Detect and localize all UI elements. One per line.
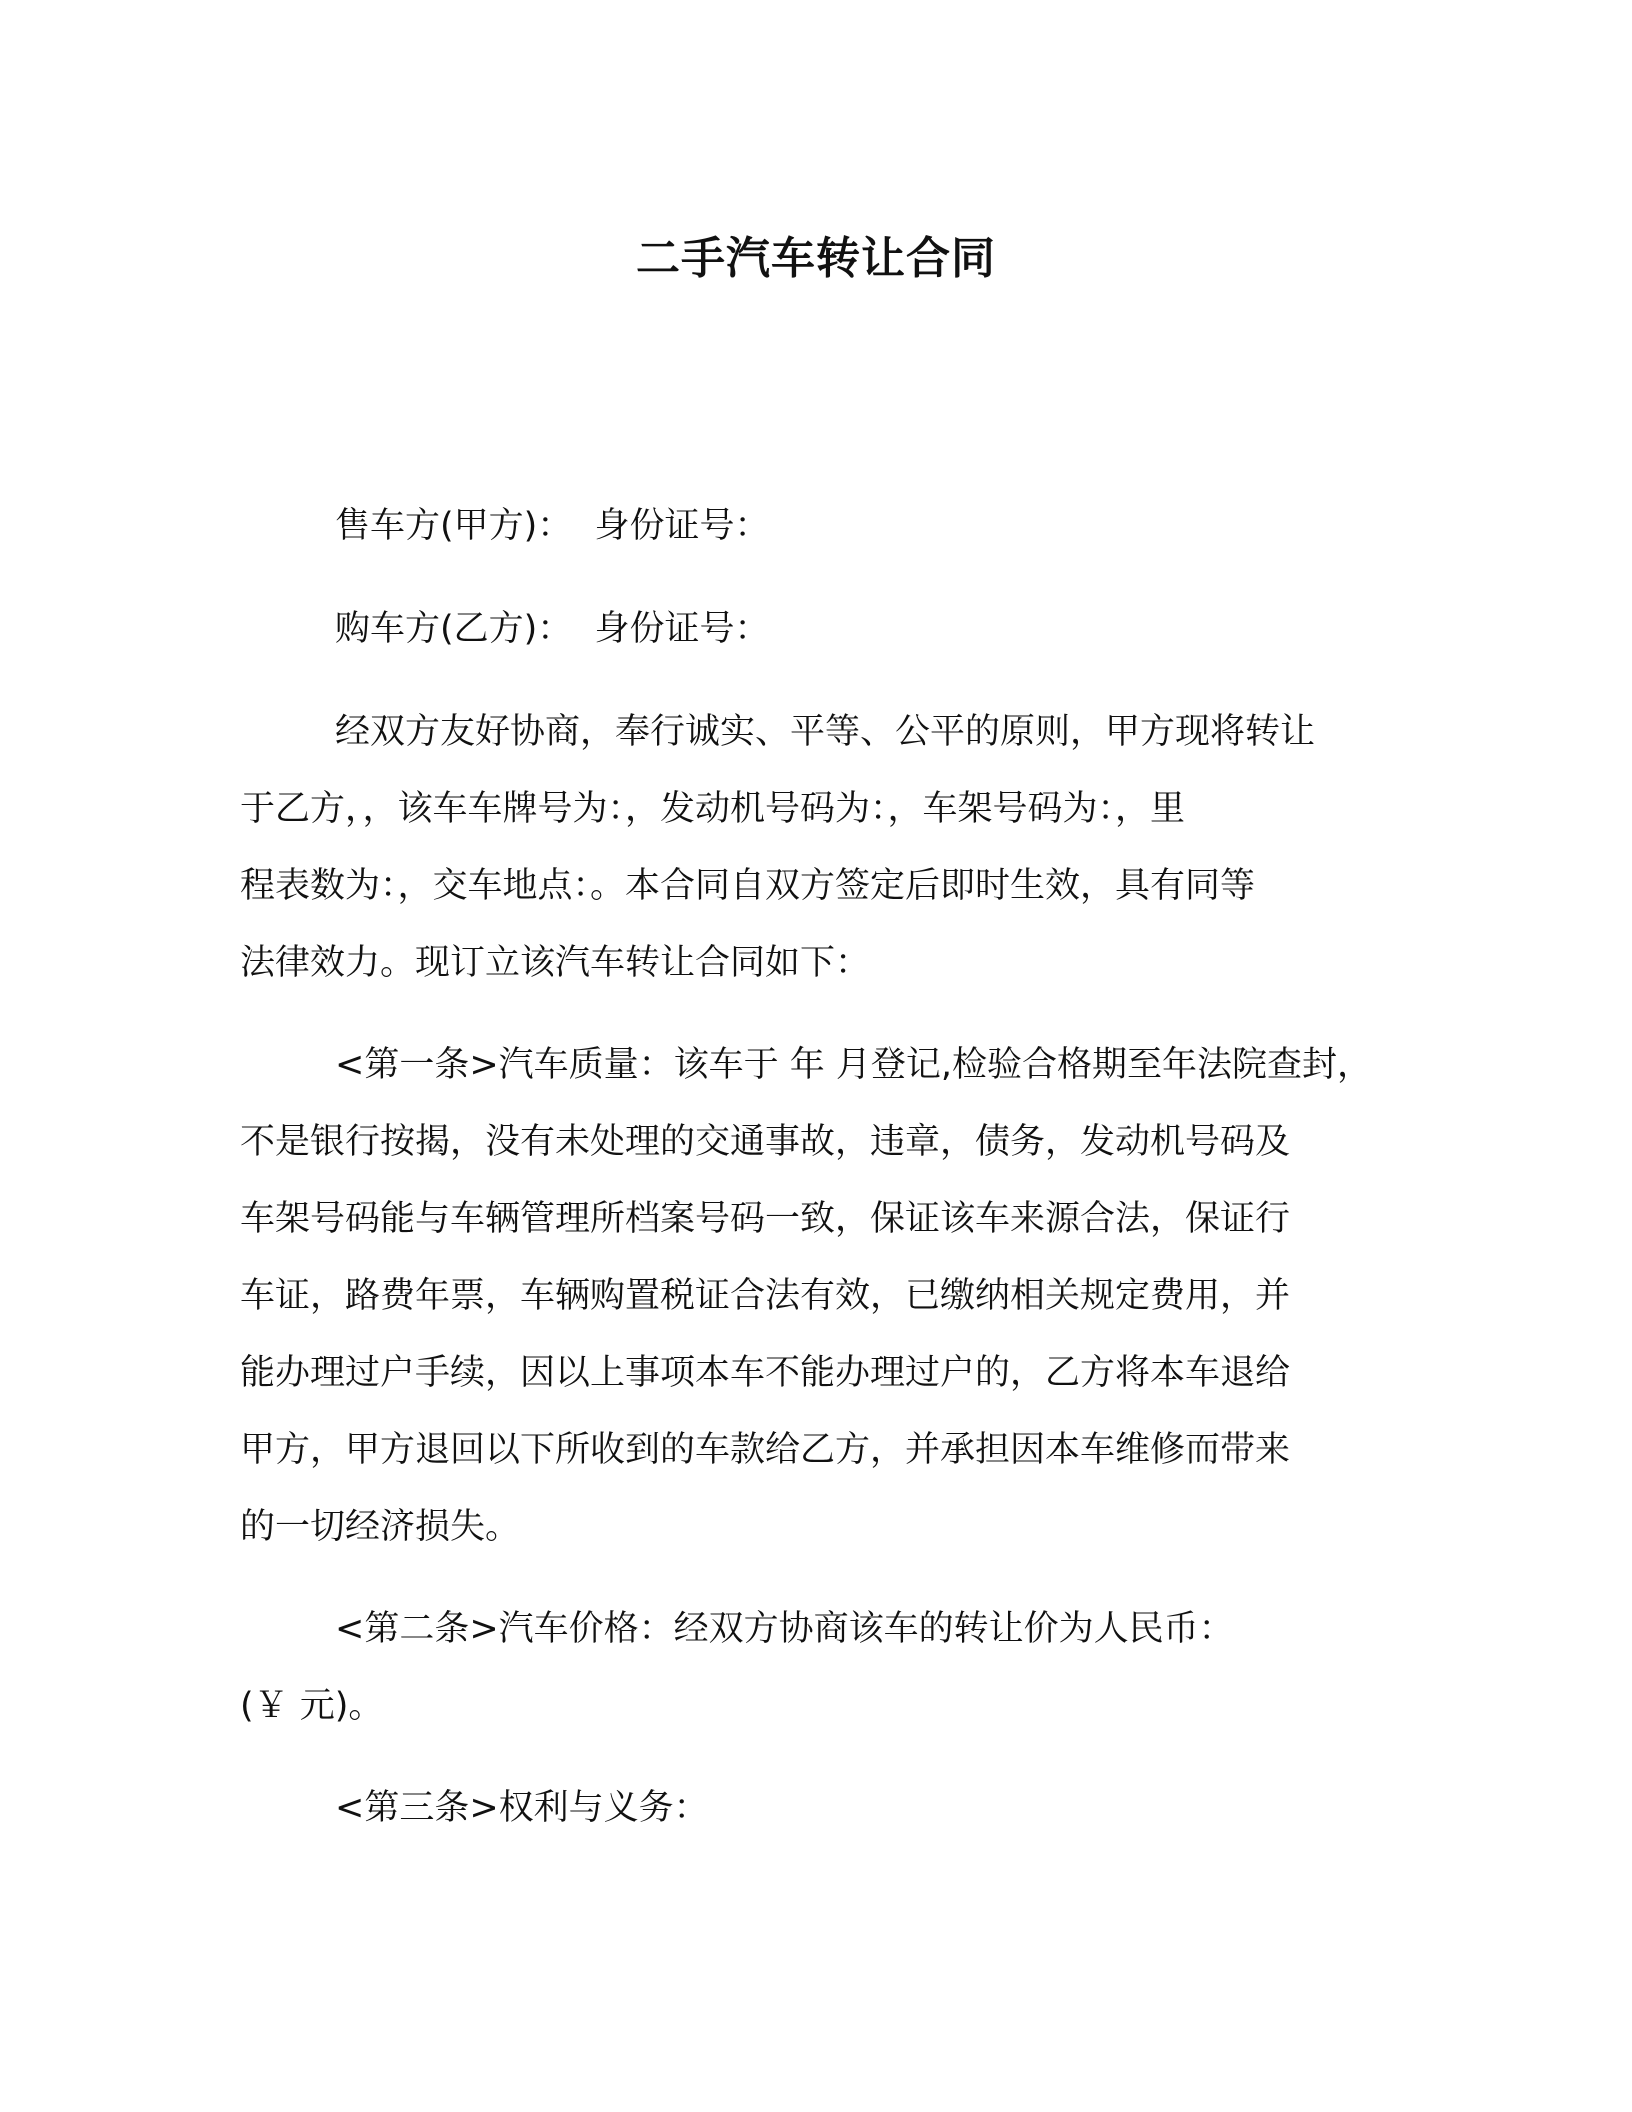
article-1-line: 不是银行按揭，没有未处理的交通事故，违章，债务，发动机号码及 [240,1122,1291,1162]
intro-line: 于乙方，，该车车牌号为：，发动机号码为：，车架号码为：，里 [240,789,1186,829]
article-2-paragraph [240,1591,1392,1745]
intro-paragraph [240,694,1392,1002]
intro-line: 经双方友好协商，奉行诚实、平等、公平的原则，甲方现将转让 [335,712,1316,752]
article-1-line: 的一切经济损失。 [240,1507,521,1547]
article-1-line: <第一条>汽车质量：该车于 年 月登记,检验合格期至年法院查封， [335,1045,1373,1085]
article-1-line: 车证，路费年票，车辆购置税证合法有效，已缴纳相关规定费用，并 [240,1276,1291,1316]
intro-line: 法律效力。现订立该汽车转让合同如下： [240,943,871,983]
document-body [240,488,1392,1847]
document-title: 二手汽车转让合同 [636,233,996,284]
article-1-line: 能办理过户手续，因以上事项本车不能办理过户的，乙方将本车退给 [240,1353,1291,1393]
intro-line: 程表数为：，交车地点：。本合同自双方签定后即时生效，具有同等 [240,866,1256,906]
article-3-heading: <第三条>权利与义务： [335,1788,709,1828]
article-1-line: 车架号码能与车辆管理所档案号码一致，保证该车来源合法，保证行 [240,1199,1291,1239]
article-2-line: <第二条>汽车价格：经双方协商该车的转让价为人民币： [335,1609,1234,1649]
seller-line: 售车方(甲方)： 身份证号： [335,506,770,546]
article-1-paragraph [240,1027,1392,1566]
article-2-line: (￥ 元)。 [240,1686,384,1726]
buyer-line: 购车方(乙方)： 身份证号： [335,609,770,649]
article-1-line: 甲方，甲方退回以下所收到的车款给乙方，并承担因本车维修而带来 [240,1430,1291,1470]
